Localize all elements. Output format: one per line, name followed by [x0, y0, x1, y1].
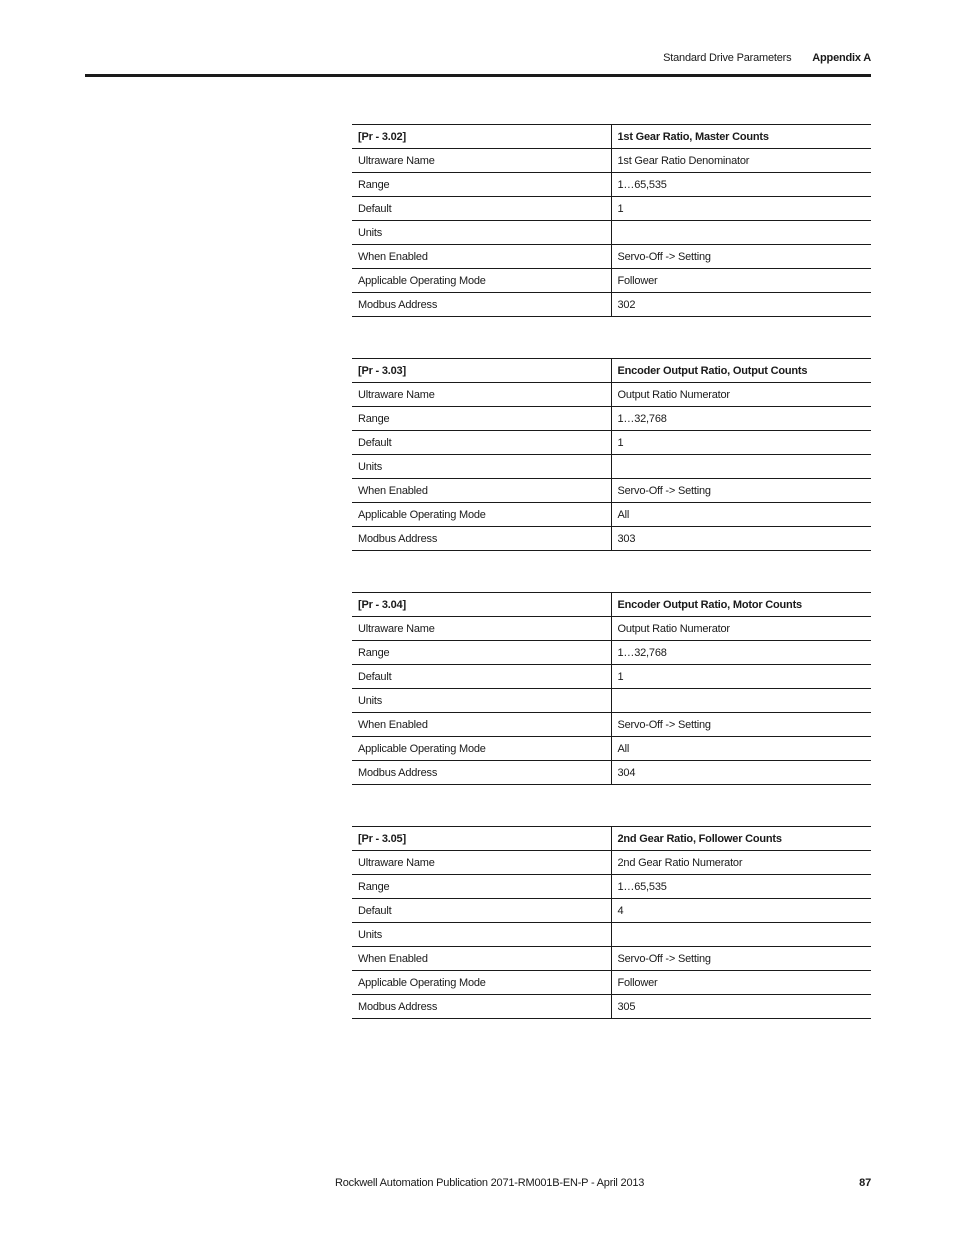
parameter-table-3-02 — [352, 124, 871, 317]
property-label: Default — [352, 665, 611, 689]
property-value: Output Ratio Numerator — [611, 383, 871, 407]
table-row — [352, 665, 871, 689]
property-label: When Enabled — [352, 479, 611, 503]
table-row — [352, 479, 871, 503]
table-row — [352, 737, 871, 761]
table-row — [352, 293, 871, 317]
property-value: 1…32,768 — [611, 407, 871, 431]
table-row — [352, 617, 871, 641]
property-label: Modbus Address — [352, 293, 611, 317]
parameter-title: Encoder Output Ratio, Output Counts — [611, 359, 871, 383]
property-value: 4 — [611, 899, 871, 923]
parameter-id: [Pr - 3.05] — [352, 827, 611, 851]
property-label: Applicable Operating Mode — [352, 269, 611, 293]
property-value: 303 — [611, 527, 871, 551]
property-value: 1…65,535 — [611, 173, 871, 197]
property-value: Follower — [611, 971, 871, 995]
table-row — [352, 713, 871, 737]
parameter-title: 2nd Gear Ratio, Follower Counts — [611, 827, 871, 851]
parameter-id: [Pr - 3.03] — [352, 359, 611, 383]
property-label: Default — [352, 899, 611, 923]
table-row — [352, 455, 871, 479]
table-row — [352, 503, 871, 527]
property-label: Range — [352, 173, 611, 197]
table-row — [352, 431, 871, 455]
property-value: Servo-Off -> Setting — [611, 947, 871, 971]
property-value: 1 — [611, 431, 871, 455]
table-row — [352, 173, 871, 197]
table-row — [352, 899, 871, 923]
parameter-title: Encoder Output Ratio, Motor Counts — [611, 593, 871, 617]
property-value: 1…32,768 — [611, 641, 871, 665]
property-value: Servo-Off -> Setting — [611, 713, 871, 737]
property-value: 1…65,535 — [611, 875, 871, 899]
table-row — [352, 407, 871, 431]
property-value: 1 — [611, 665, 871, 689]
table-row — [352, 971, 871, 995]
property-value: Servo-Off -> Setting — [611, 479, 871, 503]
property-label: Units — [352, 689, 611, 713]
property-label: Ultraware Name — [352, 149, 611, 173]
property-label: Range — [352, 875, 611, 899]
property-value — [611, 455, 871, 479]
property-value: 1st Gear Ratio Denominator — [611, 149, 871, 173]
table-row — [352, 245, 871, 269]
table-row — [352, 527, 871, 551]
publication-info: Rockwell Automation Publication 2071-RM001B-EN-P - April 2013 — [335, 1177, 645, 1189]
header-appendix-label: Appendix A — [812, 52, 871, 64]
property-label: Units — [352, 923, 611, 947]
property-value: Follower — [611, 269, 871, 293]
property-label: When Enabled — [352, 713, 611, 737]
page-header — [85, 52, 871, 70]
table-row — [352, 689, 871, 713]
table-row — [352, 269, 871, 293]
property-value: 2nd Gear Ratio Numerator — [611, 851, 871, 875]
header-section-title: Standard Drive Parameters — [663, 52, 792, 64]
table-row — [352, 923, 871, 947]
property-value — [611, 689, 871, 713]
table-header-row — [352, 359, 871, 383]
page-number: 87 — [859, 1177, 871, 1189]
table-row — [352, 875, 871, 899]
property-value: 302 — [611, 293, 871, 317]
table-header-row — [352, 125, 871, 149]
property-label: Ultraware Name — [352, 851, 611, 875]
parameter-table-3-03 — [352, 358, 871, 551]
property-label: When Enabled — [352, 245, 611, 269]
parameter-table-3-04 — [352, 592, 871, 785]
table-row — [352, 995, 871, 1019]
property-label: Applicable Operating Mode — [352, 503, 611, 527]
property-label: Applicable Operating Mode — [352, 971, 611, 995]
header-rule — [85, 74, 871, 77]
parameter-id: [Pr - 3.04] — [352, 593, 611, 617]
property-label: Units — [352, 455, 611, 479]
property-value: 1 — [611, 197, 871, 221]
property-label: When Enabled — [352, 947, 611, 971]
table-row — [352, 221, 871, 245]
property-label: Range — [352, 407, 611, 431]
property-value — [611, 923, 871, 947]
property-label: Units — [352, 221, 611, 245]
parameter-table-3-05 — [352, 826, 871, 1019]
property-label: Ultraware Name — [352, 383, 611, 407]
parameter-title: 1st Gear Ratio, Master Counts — [611, 125, 871, 149]
property-label: Ultraware Name — [352, 617, 611, 641]
table-header-row — [352, 827, 871, 851]
property-label: Applicable Operating Mode — [352, 737, 611, 761]
property-label: Modbus Address — [352, 527, 611, 551]
table-header-row — [352, 593, 871, 617]
table-row — [352, 947, 871, 971]
table-row — [352, 641, 871, 665]
parameter-id: [Pr - 3.02] — [352, 125, 611, 149]
property-value: Servo-Off -> Setting — [611, 245, 871, 269]
property-label: Modbus Address — [352, 995, 611, 1019]
property-value: All — [611, 737, 871, 761]
property-value: All — [611, 503, 871, 527]
property-label: Range — [352, 641, 611, 665]
table-row — [352, 383, 871, 407]
property-value: 304 — [611, 761, 871, 785]
page-footer — [85, 1177, 871, 1193]
property-label: Default — [352, 431, 611, 455]
table-row — [352, 149, 871, 173]
property-value: 305 — [611, 995, 871, 1019]
property-value — [611, 221, 871, 245]
property-value: Output Ratio Numerator — [611, 617, 871, 641]
property-label: Default — [352, 197, 611, 221]
table-row — [352, 761, 871, 785]
property-label: Modbus Address — [352, 761, 611, 785]
table-row — [352, 197, 871, 221]
table-row — [352, 851, 871, 875]
